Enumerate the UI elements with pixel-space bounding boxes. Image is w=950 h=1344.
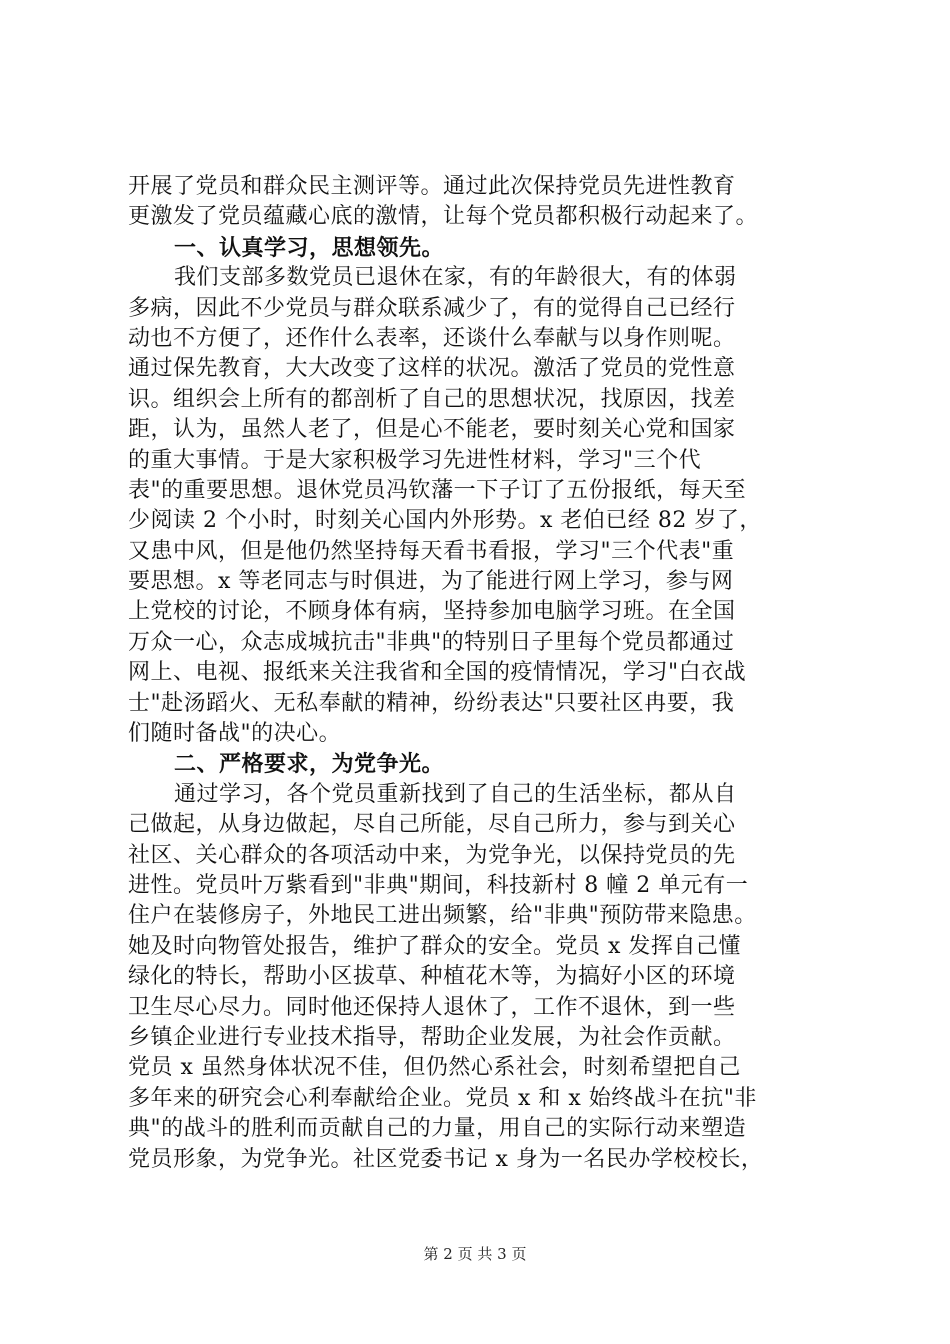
text-line: 通过学习，各个党员重新找到了自己的生活坐标，都从自 bbox=[174, 781, 737, 807]
text-line: 表"的重要思想。退休党员冯钦藩一下子订了五份报纸，每天至 bbox=[128, 477, 747, 503]
text-line: 她及时向物管处报告，维护了群众的安全。党员 x 发挥自己懂 bbox=[128, 933, 741, 959]
text-line: 党员 x 虽然身体状况不佳，但仍然心系社会，时刻希望把自己 bbox=[128, 1055, 741, 1081]
text-line: 距，认为，虽然人老了，但是心不能老，要时刻关心党和国家 bbox=[128, 417, 736, 443]
text-line: 少阅读 2 个小时，时刻关心国内外形势。x 老伯已经 82 岁了， bbox=[128, 508, 762, 534]
text-line: 社区、关心群众的各项活动中来，为党争光，以保持党员的先 bbox=[128, 842, 736, 868]
section-heading: 一、认真学习，思想领先。 bbox=[174, 234, 445, 261]
text-line: 我们支部多数党员已退休在家，有的年龄很大，有的体弱 bbox=[174, 265, 737, 291]
text-line: 乡镇企业进行专业技术指导，帮助企业发展，为社会作贡献。 bbox=[128, 1024, 736, 1050]
text-line: 们随时备战"的决心。 bbox=[128, 721, 342, 747]
text-line: 住户在装修房子，外地民工进出频繁，给"非典"预防带来隐患。 bbox=[128, 903, 757, 929]
text-line: 又患中风，但是他仍然坚持每天看书看报，学习"三个代表"重 bbox=[128, 538, 735, 564]
document-body bbox=[128, 172, 828, 1175]
text-line: 要思想。x 等老同志与时俱进，为了能进行网上学习，参与网 bbox=[128, 569, 734, 595]
text-line: 上党校的讨论，不顾身体有病，坚持参加电脑学习班。在全国 bbox=[128, 599, 736, 625]
text-line: 开展了党员和群众民主测评等。通过此次保持党员先进性教育 bbox=[128, 174, 736, 199]
text-line: 绿化的特长，帮助小区拔草、种植花木等，为搞好小区的环境 bbox=[128, 964, 736, 990]
text-line: 党员形象，为党争光。社区党委书记 x 身为一名民办学校校长， bbox=[128, 1146, 764, 1172]
text-line: 典"的战斗的胜利而贡献自己的力量，用自己的实际行动来塑造 bbox=[128, 1116, 747, 1142]
page-footer: 第 2 页 共 3 页 bbox=[423, 1245, 527, 1263]
text-line: 己做起，从身边做起，尽自己所能，尽自己所力，参与到关心 bbox=[128, 812, 736, 838]
text-line: 识。组织会上所有的都剖析了自己的思想状况，找原因，找差 bbox=[128, 386, 736, 412]
text-line: 士"赴汤蹈火、无私奉献的精神，纷纷表达"只要社区冉要，我 bbox=[128, 690, 735, 716]
text-line: 通过保先教育，大大改变了这样的状况。激活了党员的党性意 bbox=[128, 356, 736, 382]
text-line: 卫生尽心尽力。同时他还保持人退休了，工作不退休，到一些 bbox=[128, 994, 736, 1020]
text-line: 万众一心，众志成城抗击"非典"的特别日子里每个党员都通过 bbox=[128, 629, 735, 655]
text-line: 多病，因此不少党员与群众联系减少了，有的觉得自己已经行 bbox=[128, 295, 736, 321]
text-line: 多年来的研究会心利奉献给企业。党员 x 和 x 始终战斗在抗"非 bbox=[128, 1085, 757, 1111]
text-line: 动也不方便了，还作什么表率，还谈什么奉献与以身作则呢。 bbox=[128, 325, 736, 351]
text-line: 网上、电视、报纸来关注我省和全国的疫情情况，学习"白衣战 bbox=[128, 660, 747, 686]
text-line: 更激发了党员蕴藏心底的激情，让每个党员都积极行动起来了。 bbox=[128, 204, 759, 230]
text-line: 进性。党员叶万紫看到"非典"期间，科技新村 8 幢 2 单元有一 bbox=[128, 872, 749, 898]
section-heading: 二、严格要求，为党争光。 bbox=[174, 751, 445, 778]
text-line: 的重大事情。于是大家积极学习先进性材料，学习"三个代 bbox=[128, 447, 702, 473]
